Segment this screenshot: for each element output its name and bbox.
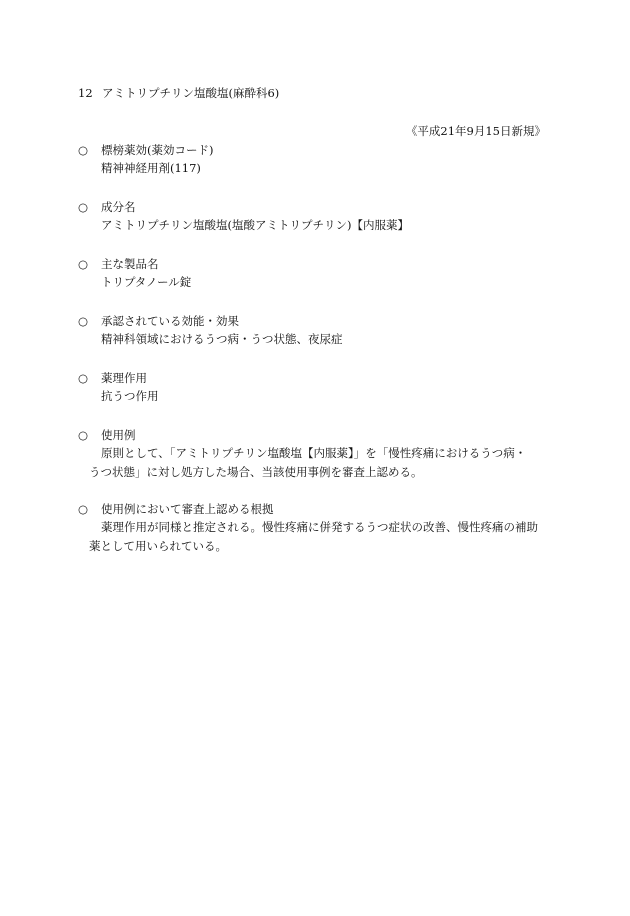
section-indication-category (78, 141, 558, 178)
section-body-line-2: 薬として用いられている。 (89, 539, 227, 553)
section-label: 主な製品名 (101, 257, 159, 271)
section-approved-indications (78, 312, 558, 349)
section-body-line-1: 原則として、「アミトリプチリン塩酸塩【内服薬】」を「慢性疼痛におけるうつ病・ (101, 446, 527, 460)
document-title-text: アミトリプチリン塩酸塩(麻酔科6) (102, 86, 280, 100)
section-body: 精神神経用剤(117) (101, 161, 201, 175)
section-pharmacology (78, 369, 558, 406)
section-body: 精神科領域におけるうつ病・うつ状態、夜尿症 (101, 332, 343, 346)
section-label: 使用例 (101, 428, 136, 442)
document-number: 12 (78, 86, 93, 100)
circle-bullet-icon: ○ (78, 200, 89, 214)
section-body: 抗うつ作用 (101, 389, 159, 403)
section-body-line-1: 薬理作用が同様と推定される。慢性疼痛に併発するうつ症状の改善、慢性疼痛の補助 (101, 520, 538, 534)
circle-bullet-icon: ○ (78, 257, 89, 271)
section-label: 使用例において審査上認める根拠 (101, 502, 274, 516)
section-label: 標榜薬効(薬効コード) (101, 143, 214, 157)
section-label: 薬理作用 (101, 371, 147, 385)
section-usage-example (78, 426, 558, 482)
section-product-name (78, 255, 558, 292)
section-review-rationale (78, 500, 558, 556)
section-body: アミトリプチリン塩酸塩(塩酸アミトリプチリン)【内服薬】 (101, 218, 409, 232)
document-title (78, 85, 279, 101)
circle-bullet-icon: ○ (78, 143, 89, 157)
circle-bullet-icon: ○ (78, 371, 89, 385)
section-label: 成分名 (101, 200, 136, 214)
circle-bullet-icon: ○ (78, 428, 89, 442)
section-ingredient (78, 198, 558, 235)
circle-bullet-icon: ○ (78, 502, 89, 516)
section-label: 承認されている効能・効果 (101, 314, 239, 328)
document-date: 《平成21年9月15日新規》 (405, 124, 546, 138)
section-body-line-2: うつ状態」に対し処方した場合、当該使用事例を審査上認める。 (89, 465, 423, 479)
section-body: トリプタノール錠 (101, 275, 192, 289)
circle-bullet-icon: ○ (78, 314, 89, 328)
